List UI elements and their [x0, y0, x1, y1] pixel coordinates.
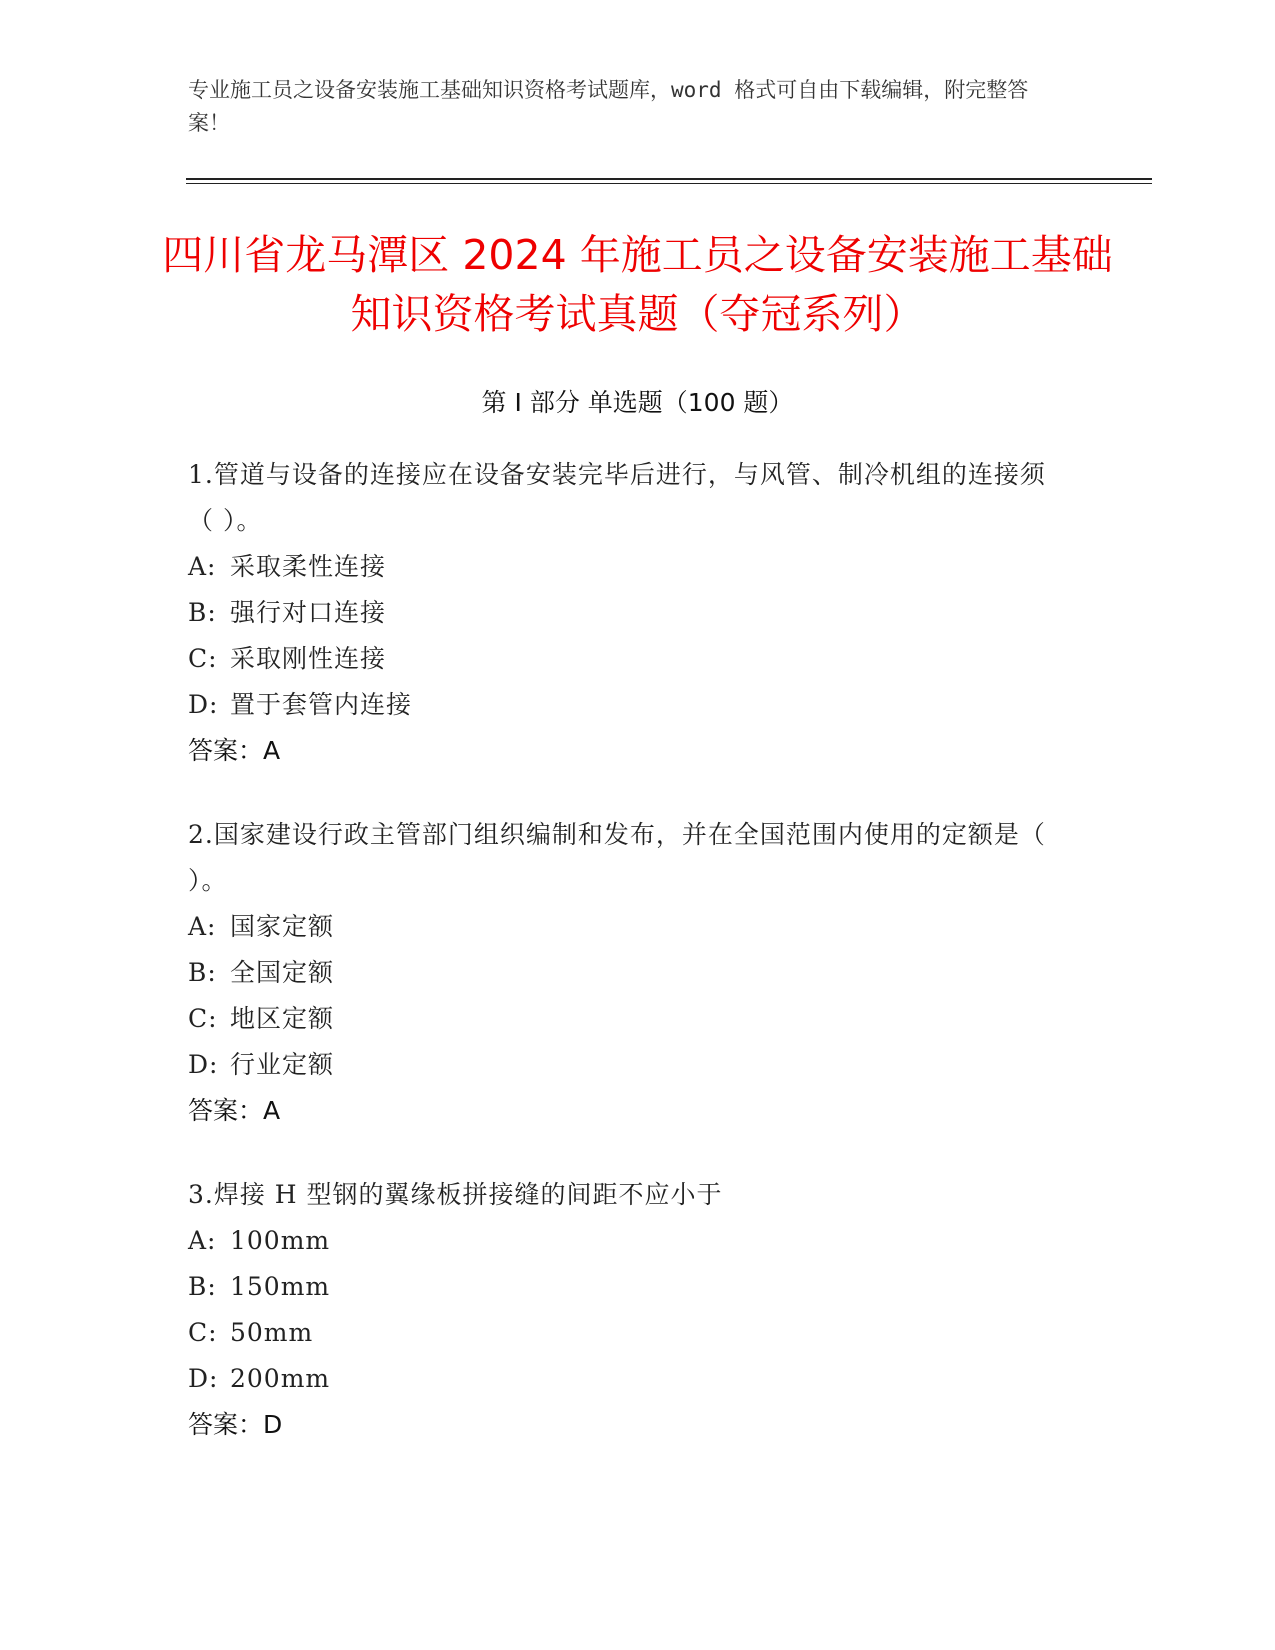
option-letter: C: [188, 1318, 218, 1347]
option-text: 强行对口连接 [230, 598, 387, 627]
answer: 答案：A [188, 736, 281, 765]
option-c [188, 636, 1068, 682]
answer: 答案：D [188, 1410, 283, 1439]
option-b [188, 1264, 1068, 1310]
option-a [188, 1218, 1068, 1264]
option-text: 全国定额 [230, 958, 335, 987]
option-text: 行业定额 [230, 1050, 335, 1079]
option-text: 100mm [230, 1226, 331, 1255]
document-title: 四川省龙马潭区 2024 年施工员之设备安装施工基础知识资格考试真题（夺冠系列） [162, 231, 1113, 338]
option-d [188, 1356, 1068, 1402]
option-letter: B: [188, 598, 217, 627]
option-b [188, 950, 1068, 996]
option-d [188, 1042, 1068, 1088]
option-text: 国家定额 [230, 912, 335, 941]
section-title: 第 I 部分 单选题（100 题） [481, 388, 794, 417]
question-1 [188, 452, 1068, 774]
option-letter: D: [188, 690, 219, 719]
option-b [188, 590, 1068, 636]
question-stem: 3.焊接 H 型钢的翼缘板拼接缝的间距不应小于 [188, 1180, 723, 1209]
question-stem: 1.管道与设备的连接应在设备安装完毕后进行，与风管、制冷机组的连接须（ ）。 [188, 460, 1046, 535]
option-letter: D: [188, 1364, 219, 1393]
option-c [188, 1310, 1068, 1356]
option-a [188, 544, 1068, 590]
option-c [188, 996, 1068, 1042]
option-text: 采取刚性连接 [230, 644, 387, 673]
header-divider-thin [186, 183, 1152, 184]
header-note: 专业施工员之设备安装施工基础知识资格考试题库，word 格式可自由下载编辑，附完整答案！ [188, 78, 1029, 135]
option-letter: B: [188, 1272, 217, 1301]
option-text: 50mm [230, 1318, 314, 1347]
option-text: 200mm [230, 1364, 331, 1393]
option-d [188, 682, 1068, 728]
option-letter: A: [188, 912, 217, 941]
option-text: 150mm [230, 1272, 331, 1301]
question-3 [188, 1172, 1068, 1448]
option-letter: D: [188, 1050, 219, 1079]
option-letter: C: [188, 1004, 218, 1033]
option-text: 地区定额 [230, 1004, 335, 1033]
option-letter: A: [188, 552, 217, 581]
option-a [188, 904, 1068, 950]
header-divider [186, 178, 1152, 180]
option-letter: C: [188, 644, 218, 673]
option-letter: A: [188, 1226, 217, 1255]
option-text: 置于套管内连接 [230, 690, 413, 719]
option-text: 采取柔性连接 [230, 552, 387, 581]
option-letter: B: [188, 958, 217, 987]
answer: 答案：A [188, 1096, 281, 1125]
question-stem: 2.国家建设行政主管部门组织编制和发布，并在全国范围内使用的定额是（ ）。 [188, 820, 1046, 895]
question-2 [188, 812, 1068, 1134]
